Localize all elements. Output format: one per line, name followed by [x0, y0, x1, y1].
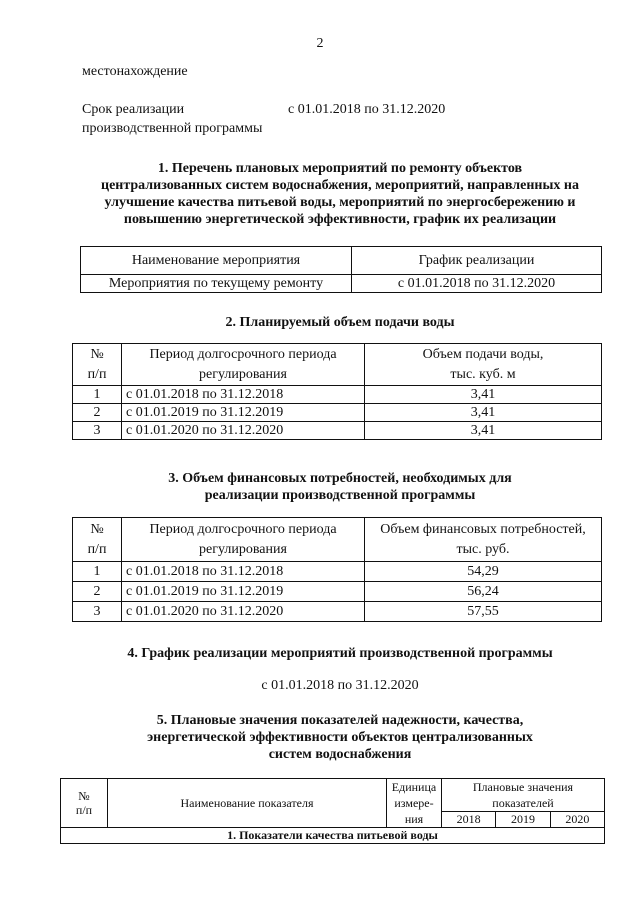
section5-title-line2: энергетической эффективности объектов централизованных	[147, 730, 533, 745]
location-label: местонахождение	[82, 64, 188, 79]
col-period-line1: Период долгосрочного периода	[149, 346, 337, 362]
period-value: с 01.01.2018 по 31.12.2020	[288, 102, 446, 117]
col-year-2019: 2019	[496, 812, 550, 828]
table-row	[73, 404, 602, 422]
row-period: с 01.01.2020 по 31.12.2020	[122, 422, 365, 440]
row-number: 2	[73, 582, 122, 602]
table-header-row	[73, 344, 602, 386]
section1-title-line1: 1. Перечень плановых мероприятий по ремонту объектов	[157, 161, 523, 176]
row-volume: 3,41	[365, 404, 602, 422]
section2-title: 2. Планируемый объем подачи воды	[225, 315, 455, 330]
col-period-line2: регулирования	[199, 541, 287, 557]
row-financial-value: 56,24	[365, 582, 602, 602]
row-number: 1	[73, 562, 122, 582]
col-number-line1: №	[78, 789, 90, 803]
table-row	[73, 562, 602, 582]
row-period: с 01.01.2019 по 31.12.2019	[122, 582, 365, 602]
row-number: 3	[73, 602, 122, 622]
water-supply-table	[72, 343, 602, 440]
row-period: с 01.01.2018 по 31.12.2018	[122, 386, 365, 404]
row-number: 3	[73, 422, 122, 440]
measure-name-cell: Мероприятия по текущему ремонту	[81, 275, 352, 293]
section4-title: 4. График реализации мероприятий производственной программы	[127, 646, 553, 661]
table-header-row	[73, 518, 602, 562]
col-volume	[365, 344, 602, 386]
col-period	[122, 518, 365, 562]
col-indicator-name: Наименование показателя	[108, 779, 387, 828]
financial-needs-table	[72, 517, 602, 622]
row-period: с 01.01.2019 по 31.12.2019	[122, 404, 365, 422]
col-number-line1: №	[90, 346, 104, 362]
section1-title-line3: улучшение качества питьевой воды, мероприятий по энергосбережению и	[104, 195, 576, 210]
col-number	[73, 518, 122, 562]
section3-title-line2: реализации производственной программы	[204, 488, 476, 503]
section5-title-line3: систем водоснабжения	[268, 747, 412, 762]
col-unit	[387, 779, 442, 828]
col-volume-line2: тыс. куб. м	[450, 366, 516, 382]
quality-indicators-subheader: 1. Показатели качества питьевой воды	[61, 828, 605, 844]
col-planned-line2: показателей	[492, 796, 554, 810]
table-row	[73, 422, 602, 440]
col-financial-line1: Объем финансовых потребностей,	[380, 521, 586, 537]
row-period: с 01.01.2020 по 31.12.2020	[122, 602, 365, 622]
section5-title-line1: 5. Плановые значения показателей надежности, качества,	[156, 713, 524, 728]
col-planned-values	[442, 779, 605, 812]
col-planned-line1: Плановые значения	[472, 780, 574, 794]
row-number: 1	[73, 386, 122, 404]
col-unit-line3: ния	[404, 812, 424, 826]
table-row	[81, 275, 602, 293]
col-number-line2: п/п	[87, 366, 107, 382]
section1-title-line2: централизованных систем водоснабжения, мероприятий, направленных на	[101, 178, 579, 193]
row-period: с 01.01.2018 по 31.12.2018	[122, 562, 365, 582]
row-volume: 3,41	[365, 422, 602, 440]
col-number	[61, 779, 108, 828]
section4-period: с 01.01.2018 по 31.12.2020	[261, 678, 419, 693]
indicators-table	[60, 778, 605, 844]
col-financial-line2: тыс. руб.	[456, 541, 510, 557]
period-label-line2: производственной программы	[82, 121, 263, 136]
table-header-row	[81, 247, 602, 275]
col-volume-line1: Объем подачи воды,	[422, 346, 544, 362]
col-number-line2: п/п	[87, 541, 107, 557]
section3-title-line1: 3. Объем финансовых потребностей, необходимых для	[168, 471, 512, 486]
table-row	[73, 386, 602, 404]
col-number-line1: №	[90, 521, 104, 537]
col-period-line2: регулирования	[199, 366, 287, 382]
col-schedule: График реализации	[352, 247, 602, 275]
table-row	[73, 582, 602, 602]
col-period-line1: Период долгосрочного периода	[149, 521, 337, 537]
col-measure-name: Наименование мероприятия	[81, 247, 352, 275]
page-number: 2	[316, 36, 324, 51]
col-number-line2: п/п	[75, 803, 93, 817]
col-period	[122, 344, 365, 386]
table-row	[73, 602, 602, 622]
row-volume: 3,41	[365, 386, 602, 404]
table-row	[61, 828, 605, 844]
measure-schedule-cell: с 01.01.2018 по 31.12.2020	[352, 275, 602, 293]
row-number: 2	[73, 404, 122, 422]
measures-table	[80, 246, 602, 293]
col-financial-needs	[365, 518, 602, 562]
col-year-2020: 2020	[550, 812, 604, 828]
period-label-line1: Срок реализации	[82, 102, 185, 117]
section1-title-line4: повышению энергетической эффективности, график их реализации	[123, 212, 557, 227]
table-header-row	[61, 779, 605, 796]
row-financial-value: 57,55	[365, 602, 602, 622]
row-financial-value: 54,29	[365, 562, 602, 582]
col-number	[73, 344, 122, 386]
col-year-2018: 2018	[442, 812, 496, 828]
col-unit-line2: измере-	[394, 796, 434, 810]
col-unit-line1: Единица	[391, 780, 437, 794]
